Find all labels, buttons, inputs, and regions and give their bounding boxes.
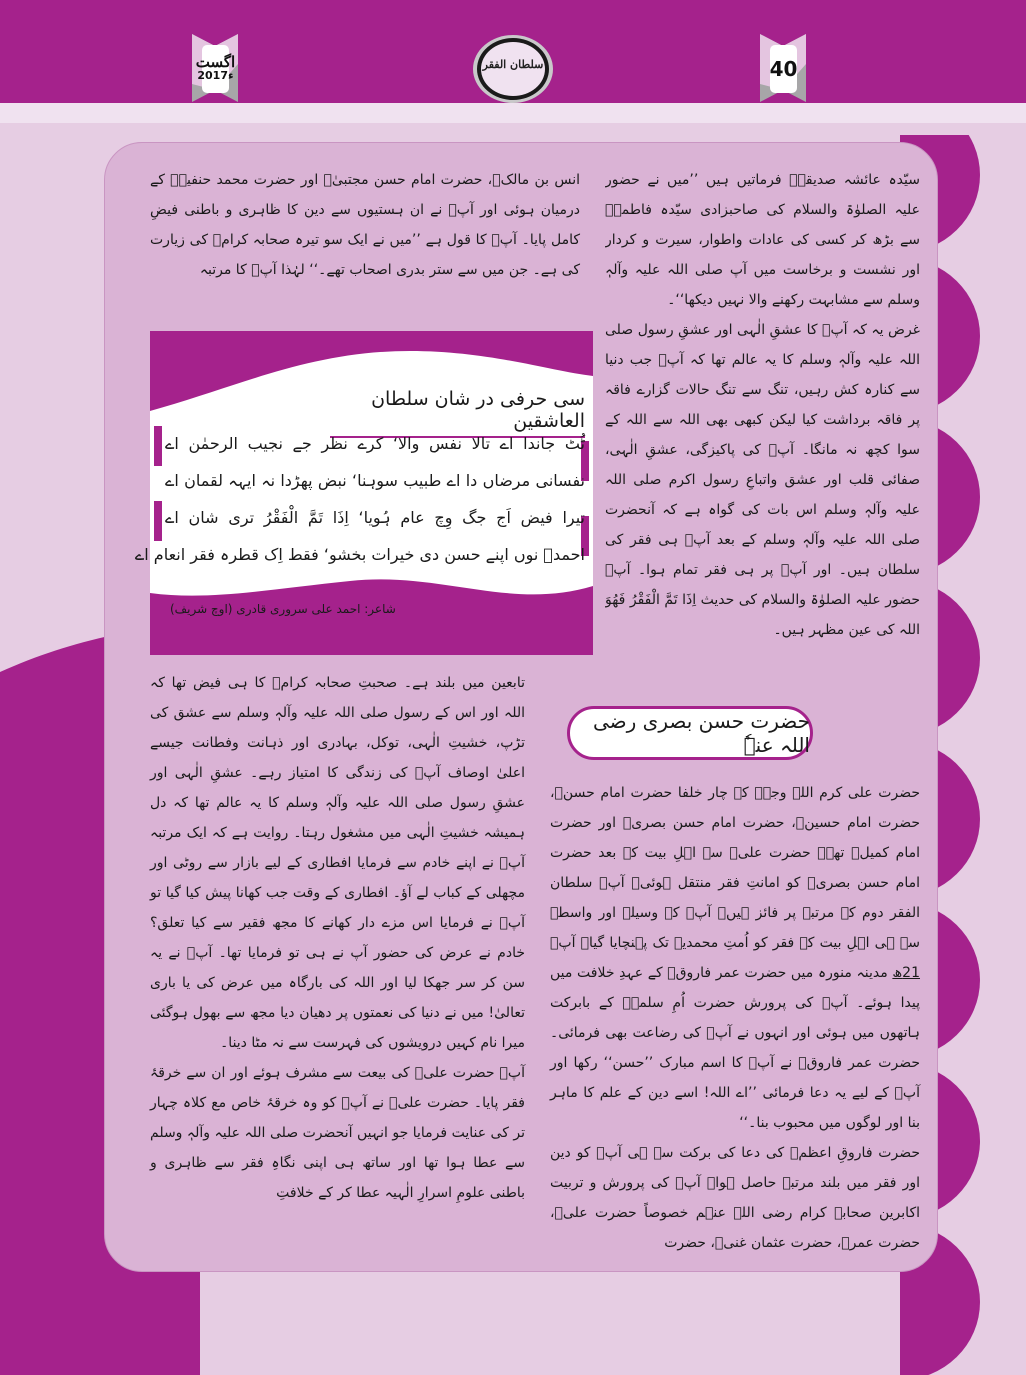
issue-date	[195, 45, 236, 93]
paragraph: سیّدہ عائشہ صدیقہؓ فرماتیں ہیں ’’میں نے حضور علیہ الصلوٰۃ والسلام کی صاحبزادی سیّدہ فاطمہؓ سے بڑھ کر کسی کی عادات واطوار، سیرت و کردار اور نشست و برخاست میں آپ صلی اللہ علیہ وآلہٖ وسلم سے مشابہت رکھنے والا نہیں دیکھا‘‘۔	[605, 172, 920, 308]
section-heading-text: حضرت حسن بصری رضی اللہ عنہٗ	[593, 709, 810, 757]
section-heading	[567, 706, 813, 760]
poem-verses	[134, 425, 585, 573]
logo-text: سلطان الفقر	[482, 58, 544, 71]
issue-year: 2017ء	[197, 69, 234, 82]
header-band	[0, 103, 1026, 123]
article-column-right-top	[605, 165, 920, 690]
poem-line: احمدؔ نوں اپنے حسن دی خیرات بخشو‘ فقط اِک قطرہ فقر انعام اے	[134, 545, 585, 564]
article-column-left-bottom	[150, 668, 525, 1208]
issue-month: اگست	[195, 53, 236, 71]
poem-line: نفسانی مرضاں دا اے طبیب سوہنا‘ نبض پھڑدا نہ ایہہ لقمان اے	[165, 471, 585, 490]
poet-credit: شاعر: احمد علی سروری قادری (اوچ شریف)	[170, 602, 396, 616]
article-column-right-bottom	[550, 778, 920, 1258]
paragraph: آپؒ حضرت علیؓ کی بیعت سے مشرف ہوئے اور ان سے خرقۂ فقر پایا۔ حضرت علیؓ نے آپؒ کو وہ خرقۂ خاص مع کلاہ چہار تر کی عنایت فرمایا جو انہیں آنحضرت صلی اللہ علیہ وآلہٖ وسلم سے عطا ہوا تھا اور ساتھ ہی اپنی نگاہِ فقر سے ظاہری و باطنی علومِ اسرارِ الٰہیہ عطا کر کے خلافتِ	[150, 1065, 525, 1201]
hijri-year: 21ھ	[892, 965, 920, 981]
poem-line: تیرا فیض اَج جگ وِچ عام ہُویا‘ اِذَا تَمَّ الْفَقْرُ تری شان اے	[165, 508, 585, 527]
paragraph: غرض یہ کہ آپؓ کا عشقِ الٰہی اور عشقِ رسول صلی اللہ علیہ وآلہٖ وسلم کا یہ عالم تھا کہ آپؓ جب دنیا سے کنارہ کش رہیں، تنگ سے تنگ حالات گزارے فاقہ پر فاقہ برداشت کیا لیکن کبھی بھی اللہ سے اللہ کے سوا کچھ نہ مانگا۔ آپؓ کی پاکیزگی، عشقِ الٰہی، صفائی قلب اور عشق واتباعِ رسول اکرم صلی اللہ علیہ وآلہٖ وسلم اس بات کی گواہ ہے کہ آنحضرت صلی اللہ علیہ وآلہٖ وسلم کے بعد آپؓ ہی فقر کی سلطان ہیں۔ اور آپؓ پر ہی فقر تمام ہوا۔ آپؓ حضور علیہ الصلوٰۃ والسلام کی حدیث اِذَا تَمَّ الْفَقْرُ فَھُوَ اللہ کی عین مظہر ہیں۔	[605, 322, 920, 638]
article-column-left-top	[150, 165, 580, 285]
date-tab	[192, 34, 238, 102]
paragraph-text: مدینہ منورہ میں حضرت عمر فاروقؓ کے عہدِ خلافت میں پیدا ہوئے۔ آپؒ کی پرورش حضرت اُمِ سلمہؓ کے بابرکت ہاتھوں میں ہوئی اور انہوں نے آپؒ کی رضاعت بھی فرمائی۔ حضرت عمر فاروقؓ نے آپؒ کا اسم مبارک ’’حسن‘‘ رکھا اور آپؒ کے لیے یہ دعا فرمائی ’’اے اللہ! اسے دین کے علم کا ماہر بنا اور لوگوں میں محبوب بنا۔‘‘	[550, 965, 920, 1131]
paragraph-text: حضرت علی کرم اللہ وجہہ کے چار خلفا حضرت امام حسنؓ، حضرت امام حسینؓ، حضرت امام حسن بصریؒ اور حضرت امام کمیلؒ تھے۔ حضرت علیؓ سے اہلِ بیت کے بعد حضرت امام حسن بصریؒ کو امانتِ فقر منتقل ہوئی۔ آپؒ سلطان الفقر دوم کے مرتبہ پر فائز ہیں۔ آپؒ کے وسیلہ اور واسطے سے ہی اہلِ بیت کے فقر کو اُمتِ محمدیہ تک پہنچایا گیا۔ آپؒ	[550, 785, 920, 951]
poem-line: ٹُٹ جاندا اے تالا نفس والا‘ کرے نظر جے نجیب الرحمٰن اے	[165, 434, 585, 453]
poem-title: سی حرفی در شان سلطان العاشقین	[330, 388, 585, 438]
page-number: 40	[770, 45, 797, 93]
paragraph: انس بن مالکؓ، حضرت امام حسن مجتبیٰؓ اور حضرت محمد حنفیہؒ کے درمیان ہوئی اور آپؒ نے ان ہستیوں سے دین کا ظاہری و باطنی فیضِ کامل پایا۔ آپؒ کا قول ہے ’’میں نے ایک سو تیرہ صحابہ کرامؓ کی زیارت کی ہے۔ جن میں سے ستر بدری اصحاب تھے۔‘‘ لہٰذا آپؒ کا مرتبہ	[150, 172, 580, 278]
paragraph: حضرت فاروقِ اعظمؓ کی دعا کی برکت سے ہی آپؒ کو دین اور فقر میں بلند مرتبہ حاصل ہوا۔ آپؒ کی پرورش و تربیت اکابرین صحابہ کرام رضی اللہ عنہم خصوصاً حضرت علیؓ، حضرت عمرؓ، حضرت عثمان غنیؓ، حضرت	[550, 1145, 920, 1251]
magazine-logo	[472, 34, 554, 104]
paragraph: تابعین میں بلند ہے۔ صحبتِ صحابہ کرامؓ کا ہی فیض تھا کہ اللہ اور اس کے رسول صلی اللہ علیہ وآلہٖ وسلم سے عشق کی تڑپ، خشیتِ الٰہی، توکل، بہادری اور ذہانت وفطانت جیسے اعلیٰ اوصاف آپؒ کی زندگی کا امتیاز رہے۔ عشقِ الٰہی اور عشقِ رسول صلی اللہ علیہ وآلہٖ وسلم کا یہ عالم تھا کہ دل ہمیشہ خشیتِ الٰہی میں مشغول رہتا۔ روایت ہے کہ ایک مرتبہ آپؒ نے اپنے خادم سے فرمایا افطاری کے لیے بازار سے روٹی اور مچھلی کے کباب لے آؤ۔ افطاری کے وقت جب کھانا پیش کیا گیا تو آپؒ نے فرمایا اس مزے دار کھانے کا مجھ فقیر سے کیا تعلق؟ خادم نے عرض کی حضور آپ نے ہی تو فرمایا تھا۔ آپؒ نے یہ سن کر سر جھکا لیا اور اللہ کی بارگاہ میں عرض کی یا باری تعالیٰ! میں نے دنیا کی نعمتوں پر دھیان دیا مجھ سے بھول ہوگئی میرا نام کہیں درویشوں کی فہرست سے نہ مٹا دینا۔	[150, 675, 525, 1051]
paragraph	[550, 778, 920, 1138]
page-number-tab	[760, 34, 806, 102]
